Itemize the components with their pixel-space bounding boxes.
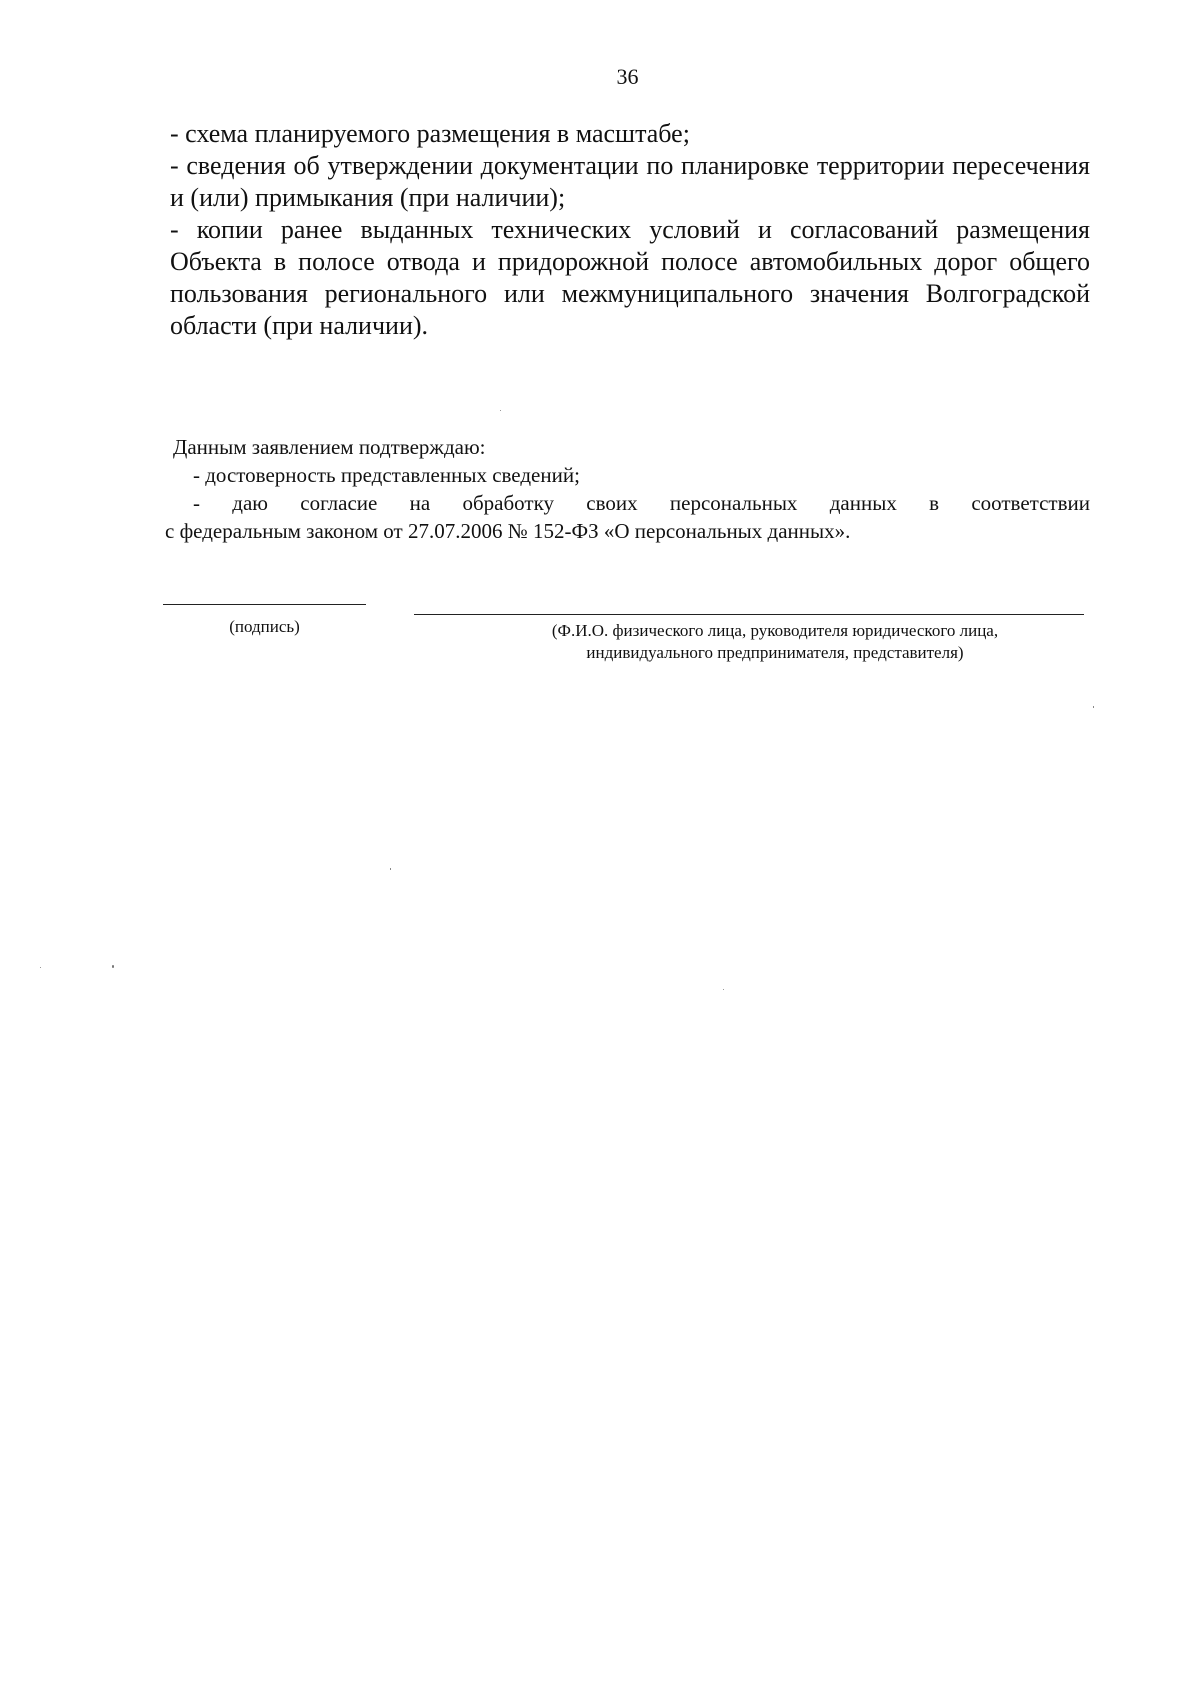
signature-caption: (подпись) (229, 617, 300, 636)
full-name-caption-line-2: индивидуального предпринимателя, представителя) (586, 643, 964, 662)
full-name-line (414, 614, 1084, 615)
signature-line (163, 604, 366, 605)
confirmation-intro: Данным заявлением подтверждаю: (173, 435, 486, 459)
confirmation-item-accuracy: - достоверность представленных сведений; (193, 463, 580, 487)
list-item: - сведения об утверждении документации по планировке территории пересечения и (или) примыкания (при наличии); (170, 151, 1090, 212)
consent-line-2: с федеральным законом от 27.07.2006 № 152-ФЗ «О персональных данных». (165, 519, 851, 543)
list-item: - схема планируемого размещения в масштабе; (170, 119, 690, 148)
scan-speck (390, 868, 391, 870)
list-item: - копии ранее выданных технических условий и согласований размещения Объекта в полосе отвода и придорожной полосе автомобильных дорог общего пользования регионального или межмуниципального значения Волгоградской области (при наличии). (170, 215, 1090, 340)
scan-speck (112, 965, 114, 968)
scan-speck (723, 989, 724, 990)
attachments-list (170, 118, 1090, 342)
consent-line-1: - даю согласие на обработку своих персональных данных в соответствии (193, 491, 1090, 515)
scan-speck (500, 410, 501, 411)
page-number: 36 (616, 64, 639, 89)
confirmation-item-consent (165, 489, 1090, 545)
full-name-caption (460, 620, 1090, 664)
full-name-caption-line-1: (Ф.И.О. физического лица, руководителя юридического лица, (551, 621, 999, 640)
scan-speck (1093, 706, 1094, 708)
scan-speck (40, 967, 41, 968)
confirmation-section (165, 433, 1090, 545)
